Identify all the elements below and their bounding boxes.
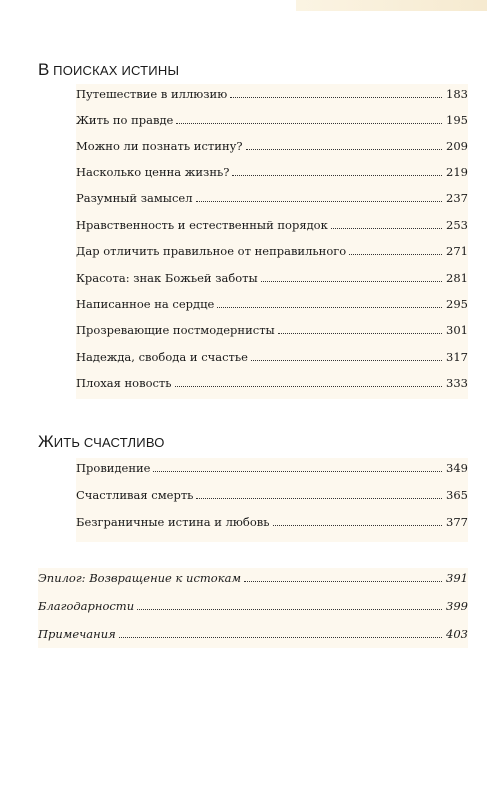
dot-leader	[196, 498, 442, 499]
toc-entry-page: 391	[446, 571, 468, 585]
dot-leader	[278, 333, 442, 334]
toc-entry[interactable]	[76, 294, 468, 314]
toc-entry-page: 209	[446, 139, 468, 153]
toc-entry-title: Безграничные истина и любовь	[76, 515, 270, 529]
dot-leader	[331, 228, 442, 229]
toc-entry-title: Благодарности	[38, 599, 135, 613]
toc-entry[interactable]	[76, 373, 468, 393]
dot-leader	[246, 149, 443, 150]
toc-entry-page: 317	[446, 350, 468, 364]
toc-entry-title: Нравственность и естественный порядок	[76, 218, 328, 232]
toc-entry-page: 271	[446, 244, 468, 258]
toc-entry-page: 253	[446, 218, 468, 232]
dot-leader	[349, 254, 442, 255]
toc-entry-title: Провидение	[76, 461, 151, 475]
toc-entry-list	[76, 458, 468, 542]
toc-entry-title: Надежда, свобода и счастье	[76, 350, 248, 364]
dot-leader	[230, 97, 442, 98]
toc-entry-title: Путешествие в иллюзию	[76, 87, 228, 101]
dot-leader	[137, 609, 442, 610]
section-title	[38, 432, 165, 452]
toc-entry-title: Красота: знак Божьей заботы	[76, 271, 258, 285]
toc-entry[interactable]	[76, 241, 468, 261]
section-title-initial: Ж	[38, 432, 54, 451]
toc-entry[interactable]	[76, 188, 468, 208]
toc-entry-epilogue[interactable]	[38, 568, 468, 588]
dot-leader	[175, 386, 442, 387]
toc-entry-title: Плохая новость	[76, 376, 172, 390]
toc-entry-page: 301	[446, 323, 468, 337]
dot-leader	[251, 360, 442, 361]
toc-entry[interactable]	[76, 320, 468, 340]
toc-entry-page: 195	[446, 113, 468, 127]
toc-entry-page: 295	[446, 297, 468, 311]
toc-entry[interactable]	[76, 512, 468, 532]
page-edge-strip	[296, 0, 487, 11]
toc-entry-title: Можно ли познать истину?	[76, 139, 243, 153]
toc-entry[interactable]	[76, 458, 468, 478]
toc-entry-title: Эпилог: Возвращение к истокам	[38, 571, 241, 585]
back-matter-list	[38, 568, 468, 648]
toc-entry-title: Разумный замысел	[76, 191, 193, 205]
toc-entry-title: Жить по правде	[76, 113, 174, 127]
dot-leader	[119, 637, 442, 638]
toc-entry-title: Прозревающие постмодернисты	[76, 323, 275, 337]
toc-entry[interactable]	[76, 84, 468, 104]
dot-leader	[153, 471, 442, 472]
toc-entry-title: Насколько ценна жизнь?	[76, 165, 230, 179]
dot-leader	[244, 581, 442, 582]
toc-entry[interactable]	[76, 485, 468, 505]
toc-entry-page: 403	[446, 627, 468, 641]
toc-entry-page: 399	[446, 599, 468, 613]
toc-entry[interactable]	[76, 347, 468, 367]
dot-leader	[273, 525, 443, 526]
toc-entry-list	[76, 84, 468, 399]
toc-entry-page: 237	[446, 191, 468, 205]
section-title-rest: ПОИСКАХ ИСТИНЫ	[49, 63, 180, 78]
toc-entry-page: 377	[446, 515, 468, 529]
dot-leader	[176, 123, 442, 124]
toc-entry-page: 219	[446, 165, 468, 179]
toc-entry[interactable]	[76, 110, 468, 130]
toc-entry-title: Счастливая смерть	[76, 488, 194, 502]
toc-entry-title: Дар отличить правильное от неправильного	[76, 244, 347, 258]
toc-entry-page: 183	[446, 87, 468, 101]
toc-entry-page: 349	[446, 461, 468, 475]
toc-entry[interactable]	[76, 268, 468, 288]
toc-entry-title: Примечания	[38, 627, 116, 641]
dot-leader	[217, 307, 442, 308]
toc-entry-notes[interactable]	[38, 624, 468, 644]
toc-entry[interactable]	[76, 215, 468, 235]
toc-entry[interactable]	[76, 136, 468, 156]
toc-entry-page: 333	[446, 376, 468, 390]
dot-leader	[261, 281, 442, 282]
section-title	[38, 60, 179, 80]
toc-entry-page: 281	[446, 271, 468, 285]
toc-entry[interactable]	[76, 162, 468, 182]
toc-entry-acknowledgements[interactable]	[38, 596, 468, 616]
section-title-initial: В	[38, 60, 50, 79]
section-title-rest: ИТЬ СЧАСТЛИВО	[53, 435, 165, 450]
toc-entry-title: Написанное на сердце	[76, 297, 215, 311]
dot-leader	[232, 175, 442, 176]
toc-entry-page: 365	[446, 488, 468, 502]
dot-leader	[196, 201, 443, 202]
